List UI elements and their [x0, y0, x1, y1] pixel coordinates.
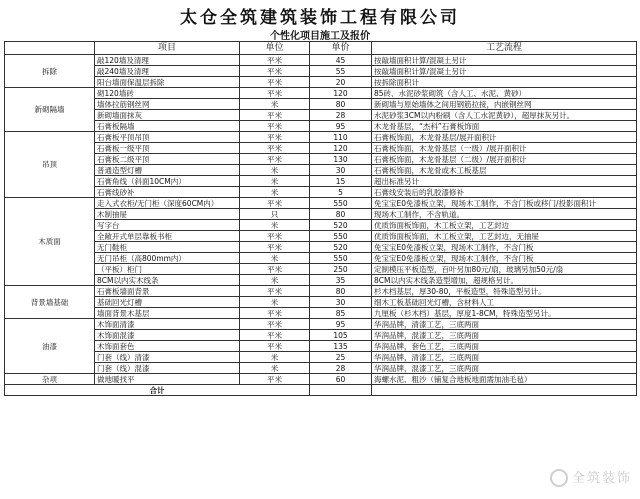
- header-unit: 单位: [240, 42, 310, 55]
- process-cell: 华润品牌，清漆工艺，三底两面: [372, 352, 637, 363]
- price-cell: 105: [310, 330, 372, 341]
- table-row: [5, 99, 637, 110]
- process-cell: 杉木档基层，厚30-80，平板造型，特殊造型另计。: [372, 286, 637, 297]
- price-cell: 25: [310, 352, 372, 363]
- category-cell: 新砌隔墙: [5, 88, 95, 132]
- price-cell: 20: [310, 77, 372, 88]
- process-cell: 海螺水泥、粗沙（铺复合地板地面需加油毛毡）: [372, 374, 637, 385]
- unit-cell: 米: [240, 253, 310, 264]
- process-cell: 现场木工制作，不含轨道。: [372, 209, 637, 220]
- unit-cell: 平米: [240, 66, 310, 77]
- item-cell: （平板）柜门: [95, 264, 240, 275]
- process-cell: 石膏板饰面，木龙骨基层（一级）/展开面积计: [372, 143, 637, 154]
- process-cell: 石膏板饰面，木龙骨或木工板基层: [372, 165, 637, 176]
- price-cell: 85: [310, 308, 372, 319]
- price-cell: 30: [310, 297, 372, 308]
- price-cell: 520: [310, 242, 372, 253]
- process-cell: 8CM以内实木线条造型增加，超规格另计。: [372, 275, 637, 286]
- unit-cell: 平米: [240, 319, 310, 330]
- item-cell: 石膏板平顶吊顶: [95, 132, 240, 143]
- price-cell: 120: [310, 88, 372, 99]
- table-row: [5, 319, 637, 330]
- unit-cell: 平米: [240, 264, 310, 275]
- header-price: 单价: [310, 42, 372, 55]
- unit-cell: 平米: [240, 121, 310, 132]
- unit-cell: 米: [240, 363, 310, 374]
- table-row: [5, 253, 637, 264]
- table-row: [5, 242, 637, 253]
- unit-cell: 平米: [240, 308, 310, 319]
- total-process: [372, 385, 637, 396]
- unit-cell: 米: [240, 187, 310, 198]
- process-cell: 免宝宝E0免漆板立架，现场木工制作，不含门板或移门/投影面积计: [372, 198, 637, 209]
- item-cell: 墙面背景木基层: [95, 308, 240, 319]
- unit-cell: 米: [240, 297, 310, 308]
- price-cell: 550: [310, 231, 372, 242]
- item-cell: 阳台墙面保温层拆除: [95, 77, 240, 88]
- table-row: [5, 187, 637, 198]
- price-cell: 110: [310, 132, 372, 143]
- item-cell: 木饰面清漆: [95, 319, 240, 330]
- price-cell: 80: [310, 99, 372, 110]
- table-row: [5, 154, 637, 165]
- table-row: [5, 165, 637, 176]
- table-body: [5, 55, 637, 385]
- table-row: [5, 77, 637, 88]
- table-row: [5, 264, 637, 275]
- table-row: [5, 341, 637, 352]
- price-cell: 35: [310, 275, 372, 286]
- price-cell: 80: [310, 286, 372, 297]
- item-cell: 基础回光灯槽: [95, 297, 240, 308]
- item-cell: 敲120墙及清理: [95, 55, 240, 66]
- process-cell: 九厘板（杉木档）基层，厚度1-8CM，特殊造型另计。: [372, 308, 637, 319]
- process-cell: 新砌墙与原始墙体之间用钢筋拉接，内嵌钢丝网: [372, 99, 637, 110]
- price-cell: 28: [310, 363, 372, 374]
- item-cell: 无门鞋柜: [95, 242, 240, 253]
- item-cell: 石膏板墙面背景: [95, 286, 240, 297]
- item-cell: 石膏线砂补: [95, 187, 240, 198]
- price-cell: 550: [310, 198, 372, 209]
- price-cell: 15: [310, 176, 372, 187]
- unit-cell: 只: [240, 209, 310, 220]
- process-cell: 华润品牌，混漆工艺，三底两面: [372, 330, 637, 341]
- price-table: [4, 41, 637, 396]
- table-row: [5, 88, 637, 99]
- unit-cell: 米: [240, 220, 310, 231]
- unit-cell: 米: [240, 275, 310, 286]
- table-row: [5, 176, 637, 187]
- process-cell: 超出标准另计: [372, 176, 637, 187]
- unit-cell: 米: [240, 99, 310, 110]
- price-cell: 80: [310, 209, 372, 220]
- table-row: [5, 66, 637, 77]
- price-cell: 130: [310, 154, 372, 165]
- item-cell: 石膏板一级平顶: [95, 143, 240, 154]
- table-subtitle: 个性化项目施工及报价: [270, 31, 370, 42]
- category-cell: 拆除: [5, 55, 95, 88]
- price-cell: 550: [310, 253, 372, 264]
- watermark-text: 全筑装饰: [571, 470, 632, 486]
- item-cell: 木饰面混漆: [95, 330, 240, 341]
- header-category: [5, 42, 95, 55]
- item-cell: 木制抽屉: [95, 209, 240, 220]
- item-cell: 门套（线）混漆: [95, 363, 240, 374]
- item-cell: 门套（线）清漆: [95, 352, 240, 363]
- total-label: 合计: [5, 385, 310, 396]
- price-cell: 30: [310, 165, 372, 176]
- process-cell: 按敲墙面积计算/混凝土另计: [372, 66, 637, 77]
- table-row: [5, 231, 637, 242]
- process-cell: 石膏板饰面，木龙骨基层/展开面积计: [372, 132, 637, 143]
- process-cell: 免宝宝E0免漆板立架，现场木工制作，不含门板: [372, 253, 637, 264]
- unit-cell: 平米: [240, 330, 310, 341]
- table-row: [5, 275, 637, 286]
- process-cell: 华润品牌，套色工艺，三底两面: [372, 341, 637, 352]
- item-cell: 写字台: [95, 220, 240, 231]
- category-cell: 杂项: [5, 374, 95, 385]
- process-cell: 优质饰面板饰面，木工板立架，工艺封边: [372, 220, 637, 231]
- process-cell: 细木工板基础回光灯槽，含材料人工: [372, 297, 637, 308]
- table-row: [5, 209, 637, 220]
- process-cell: 水泥砂浆3CM以内粉刷（含人工水泥黄砂），超厚抹灰另计。: [372, 110, 637, 121]
- process-cell: 按拆除面积计: [372, 77, 637, 88]
- price-cell: 250: [310, 264, 372, 275]
- company-title: 太仓全筑建筑装饰工程有限公司: [180, 8, 460, 28]
- table-row: [5, 330, 637, 341]
- unit-cell: 平米: [240, 341, 310, 352]
- price-cell: 55: [310, 66, 372, 77]
- table-row: [5, 374, 637, 385]
- category-cell: 背景墙基础: [5, 286, 95, 319]
- table-row: [5, 143, 637, 154]
- unit-cell: 平米: [240, 55, 310, 66]
- table-row: [5, 297, 637, 308]
- item-cell: 做地暖找平: [95, 374, 240, 385]
- unit-cell: 平米: [240, 143, 310, 154]
- process-cell: 按敲墙面积计算/混凝土另计: [372, 55, 637, 66]
- unit-cell: 米: [240, 165, 310, 176]
- process-cell: 华润品牌，混漆工艺，三底两面: [372, 363, 637, 374]
- total-row: [5, 385, 637, 396]
- unit-cell: 平米: [240, 374, 310, 385]
- unit-cell: 平米: [240, 132, 310, 143]
- unit-cell: 平米: [240, 154, 310, 165]
- process-cell: 石膏线安装后的乳胶漆修补: [372, 187, 637, 198]
- item-cell: 木饰面套色: [95, 341, 240, 352]
- item-cell: 墙体拉筋钢丝网: [95, 99, 240, 110]
- price-cell: 95: [310, 121, 372, 132]
- process-cell: 石膏板饰面，木龙骨基层（二级）/展开面积计: [372, 154, 637, 165]
- unit-cell: 米: [240, 176, 310, 187]
- unit-cell: 平米: [240, 286, 310, 297]
- price-cell: 120: [310, 143, 372, 154]
- table-row: [5, 132, 637, 143]
- category-cell: 木质面: [5, 198, 95, 286]
- table-row: [5, 308, 637, 319]
- item-cell: 无门吊柜（高800mm内）: [95, 253, 240, 264]
- item-cell: 砌120墙砖: [95, 88, 240, 99]
- category-cell: 油漆: [5, 319, 95, 374]
- wechat-logo-icon: [550, 469, 568, 487]
- price-cell: 60: [310, 374, 372, 385]
- unit-cell: 平米: [240, 198, 310, 209]
- table-row: [5, 352, 637, 363]
- item-cell: 8CM以内实木线条: [95, 275, 240, 286]
- total-price: [310, 385, 372, 396]
- price-cell: 5: [310, 187, 372, 198]
- unit-cell: 平米: [240, 88, 310, 99]
- unit-cell: 平米: [240, 77, 310, 88]
- item-cell: 石膏板隔墙: [95, 121, 240, 132]
- item-cell: 石膏角线（斜面10CM内）: [95, 176, 240, 187]
- unit-cell: 平米: [240, 110, 310, 121]
- table-row: [5, 110, 637, 121]
- price-cell: 95: [310, 319, 372, 330]
- header-row: [5, 42, 637, 55]
- table-row: [5, 55, 637, 66]
- item-cell: 敲240墙及清理: [95, 66, 240, 77]
- item-cell: 走入式衣柜/无门柜（深度60CM内）: [95, 198, 240, 209]
- table-row: [5, 198, 637, 209]
- process-cell: 免宝宝E0免漆板立架，现场木工制作，不含门板: [372, 242, 637, 253]
- unit-cell: 平米: [240, 231, 310, 242]
- table-row: [5, 121, 637, 132]
- price-cell: 45: [310, 55, 372, 66]
- item-cell: 普通造型灯槽: [95, 165, 240, 176]
- price-cell: 135: [310, 341, 372, 352]
- process-cell: 优质饰面板饰面，木工板立架，工艺封边，无抽屉: [372, 231, 637, 242]
- header-item: 项目: [95, 42, 240, 55]
- price-cell: 28: [310, 110, 372, 121]
- table-row: [5, 363, 637, 374]
- process-cell: 华润品牌，清漆工艺，三底两面: [372, 319, 637, 330]
- price-cell: 520: [310, 220, 372, 231]
- unit-cell: 米: [240, 352, 310, 363]
- item-cell: 石膏板二级平顶: [95, 154, 240, 165]
- table-row: [5, 220, 637, 231]
- header-process: 工艺流程: [372, 42, 637, 55]
- category-cell: 吊顶: [5, 132, 95, 198]
- watermark: [550, 467, 632, 488]
- process-cell: 定制模压平板造型，百叶另加80元/扇，玻璃另加50元/扇: [372, 264, 637, 275]
- process-cell: 85砖、水泥砂浆砌筑（含人工、水泥、黄砂）: [372, 88, 637, 99]
- process-cell: 木龙骨基层，“杰科”石膏板饰面: [372, 121, 637, 132]
- unit-cell: 平米: [240, 242, 310, 253]
- table-row: [5, 286, 637, 297]
- item-cell: 新砌墙面抹灰: [95, 110, 240, 121]
- item-cell: 全敞开式单层靠板书柜: [95, 231, 240, 242]
